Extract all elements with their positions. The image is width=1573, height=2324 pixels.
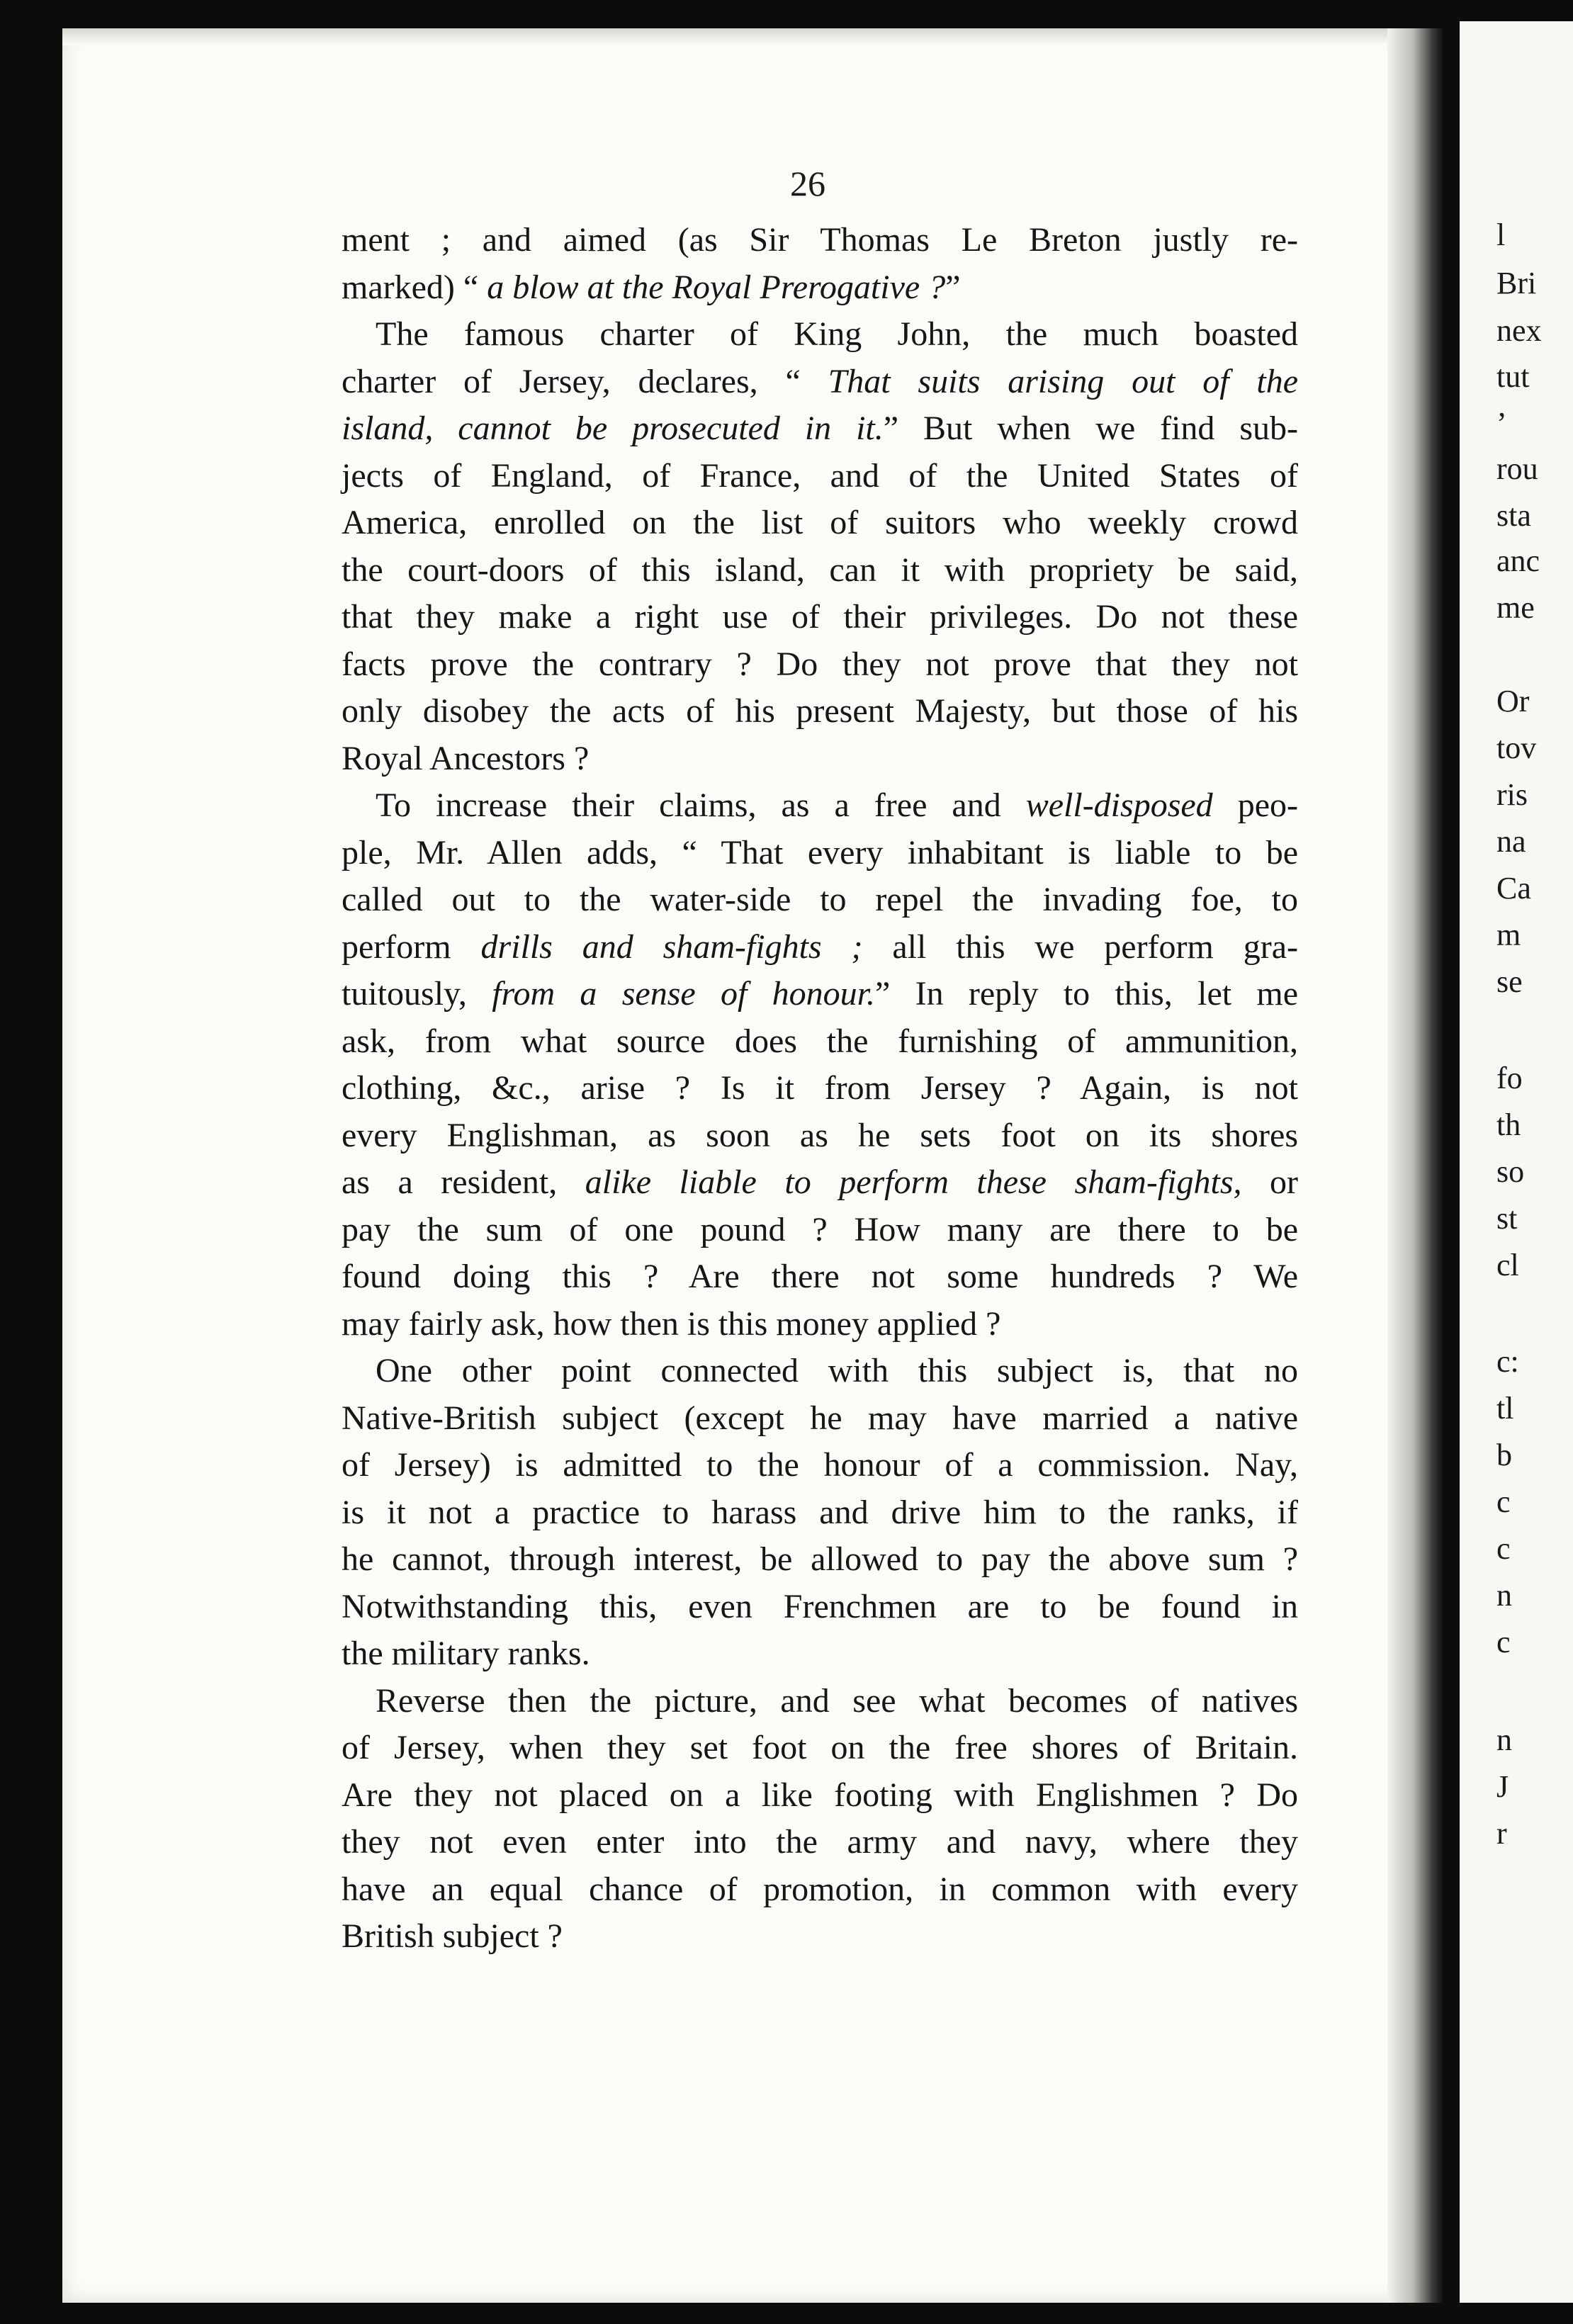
text-line (342, 1301, 1298, 1348)
text-run: found doing this ? Are there not some hundreds ? We (342, 1258, 1298, 1295)
text-run: all this we perform gra- (862, 927, 1298, 966)
text-line (342, 782, 1298, 830)
text-run: pay the sum of one pound ? How many are there to be (342, 1210, 1298, 1248)
facing-page-fragment: l (1496, 218, 1506, 252)
italic-text: from a sense of honour. (492, 975, 875, 1012)
text-line (342, 1725, 1298, 1772)
text-line (342, 1630, 1298, 1678)
italic-text: island, cannot be prosecuted in it. (342, 410, 884, 447)
facing-page-fragment: Ca (1496, 871, 1531, 906)
text-line (342, 500, 1298, 547)
text-run: ment ; and aimed (as Sir Thomas Le Breton justly re- (342, 221, 1298, 259)
italic-text: drills and sham-fights ; (480, 927, 863, 966)
text-run: Are they not placed on a like footing with Englishmen ? Do (342, 1776, 1298, 1814)
text-line (342, 1536, 1298, 1584)
book-gutter (1387, 28, 1444, 2303)
text-line (342, 735, 1298, 783)
text-line (342, 405, 1298, 453)
facing-page-fragment: c (1496, 1484, 1511, 1519)
italic-text: well-disposed (1025, 786, 1213, 824)
facing-page-fragment: so (1496, 1154, 1525, 1189)
text-run: Royal Ancestors ? (342, 739, 590, 777)
text-run: ” But when we find sub- (883, 410, 1299, 447)
facing-page-fragment: rou (1496, 451, 1538, 486)
text-run: marked) “ (342, 268, 487, 306)
text-line (342, 924, 1298, 971)
facing-page-fragment: nex (1496, 313, 1542, 348)
facing-page-fragment: fo (1496, 1061, 1523, 1095)
facing-page-fragment: Bri (1496, 266, 1537, 300)
facing-page-fragment: r (1496, 1816, 1507, 1851)
text-run: clothing, &c., arise ? Is it from Jersey ? Again, is not (342, 1069, 1298, 1107)
facing-page-fragment: tut (1496, 359, 1530, 394)
facing-page-fragment: c: (1496, 1344, 1519, 1379)
text-run: they not even enter into the army and navy, where they (342, 1823, 1298, 1861)
text-run: have an equal chance of promotion, in common with every (342, 1870, 1298, 1908)
facing-page-fragment: tl (1496, 1391, 1514, 1426)
text-run: that they make a right use of their privileges. Do not these (342, 598, 1298, 636)
facing-page-fragment: sta (1496, 498, 1531, 533)
facing-page-fragment: c (1496, 1625, 1511, 1659)
text-run: perform (342, 927, 481, 966)
text-line (342, 1442, 1298, 1489)
facing-page-fragment: ’ (1496, 406, 1507, 441)
page-number: 26 (790, 164, 825, 203)
text-line (342, 971, 1298, 1018)
text-run: is it not a practice to harass and drive him to the ranks, if (342, 1493, 1298, 1531)
text-line (342, 453, 1298, 500)
text-run: the court-doors of this island, can it with propriety be said, (342, 551, 1298, 589)
italic-text: a blow at the Royal Prerogative ? (487, 268, 946, 306)
text-line (342, 876, 1298, 924)
text-line (342, 1253, 1298, 1301)
text-line (342, 1159, 1298, 1207)
facing-page-fragment: n (1496, 1722, 1512, 1757)
facing-page-fragment: se (1496, 964, 1523, 999)
text-line (342, 1866, 1298, 1914)
text-line (342, 1819, 1298, 1866)
text-run: tuitously, (342, 975, 492, 1012)
text-line (342, 311, 1298, 359)
text-run: charter of Jersey, declares, “ (342, 362, 828, 400)
italic-text: That suits arising out of the (828, 362, 1299, 400)
text-run: called out to the water-side to repel the invading foe, to (342, 881, 1298, 918)
text-line (342, 217, 1298, 264)
text-run: jects of England, of France, and of the United States of (342, 456, 1298, 495)
text-line (342, 1913, 1298, 1961)
text-line (342, 1112, 1298, 1160)
text-run: ask, from what source does the furnishing of ammunition, (342, 1022, 1298, 1060)
text-run: ple, Mr. Allen adds, “ That every inhabitant is liable to be (342, 833, 1298, 872)
text-line (342, 1207, 1298, 1254)
text-run: every Englishman, as soon as he sets foot on its shores (342, 1116, 1298, 1154)
text-run: may fairly ask, how then is this money applied ? (342, 1304, 1001, 1343)
facing-page-fragment: b (1496, 1438, 1512, 1472)
text-run: British subject ? (342, 1917, 563, 1955)
text-line (342, 1584, 1298, 1631)
facing-page-fragment: ris (1496, 777, 1528, 812)
text-run: Reverse then the picture, and see what becomes of natives (376, 1681, 1298, 1720)
text-line (342, 1678, 1298, 1725)
text-line (342, 1395, 1298, 1443)
text-run: as a resident, (342, 1163, 585, 1201)
facing-page-fragment: th (1496, 1107, 1521, 1142)
facing-page-fragment: J (1496, 1769, 1509, 1804)
facing-page-fragment: st (1496, 1201, 1518, 1236)
text-run: One other point connected with this subject is, that no (376, 1352, 1298, 1389)
page-top-edge (62, 28, 1417, 45)
text-run: ” In reply to this, let me (875, 975, 1299, 1012)
text-run: Native-British subject (except he may have married a native (342, 1399, 1298, 1437)
text-run: the military ranks. (342, 1635, 590, 1672)
facing-page-fragment: anc (1496, 543, 1540, 578)
text-line (342, 830, 1298, 877)
facing-page-fragment: me (1496, 590, 1535, 625)
text-run: ” (945, 268, 961, 306)
facing-page-fragment: tov (1496, 731, 1537, 765)
text-line (342, 594, 1298, 641)
text-run: facts prove the contrary ? Do they not prove that they not (342, 645, 1298, 683)
text-line (342, 359, 1298, 406)
text-line (342, 688, 1298, 735)
facing-page-fragment: na (1496, 824, 1526, 859)
body-text (342, 217, 1298, 1961)
facing-page-fragment: m (1496, 918, 1521, 952)
text-run: of Jersey, when they set foot on the free shores of Britain. (342, 1729, 1298, 1766)
text-run: of Jersey) is admitted to the honour of a commission. Nay, (342, 1446, 1298, 1484)
facing-page-fragment: Or (1496, 684, 1530, 718)
italic-text: alike liable to perform these sham-fights, (585, 1163, 1242, 1201)
text-line (342, 1489, 1298, 1537)
text-line (342, 547, 1298, 594)
text-run: he cannot, through interest, be allowed to pay the above sum ? (342, 1540, 1298, 1578)
facing-page-fragment: c (1496, 1531, 1511, 1566)
text-run: The famous charter of King John, the much boasted (376, 315, 1298, 353)
text-run: To increase their claims, as a free and (376, 786, 1026, 824)
facing-page-fragment: n (1496, 1578, 1512, 1613)
facing-page-edge (1460, 21, 1573, 2303)
text-run: America, enrolled on the list of suitors who weekly crowd (342, 504, 1298, 541)
text-run: peo- (1212, 786, 1298, 824)
text-line (342, 641, 1298, 689)
text-line (342, 1065, 1298, 1112)
text-line (342, 1348, 1298, 1395)
text-line (342, 264, 1298, 312)
text-run: or (1241, 1163, 1299, 1201)
text-line (342, 1018, 1298, 1066)
text-run: Notwithstanding this, even Frenchmen are to be found in (342, 1587, 1298, 1625)
text-line (342, 1772, 1298, 1820)
facing-page-fragment: cl (1496, 1248, 1519, 1282)
text-run: only disobey the acts of his present Majesty, but those of his (342, 692, 1298, 730)
